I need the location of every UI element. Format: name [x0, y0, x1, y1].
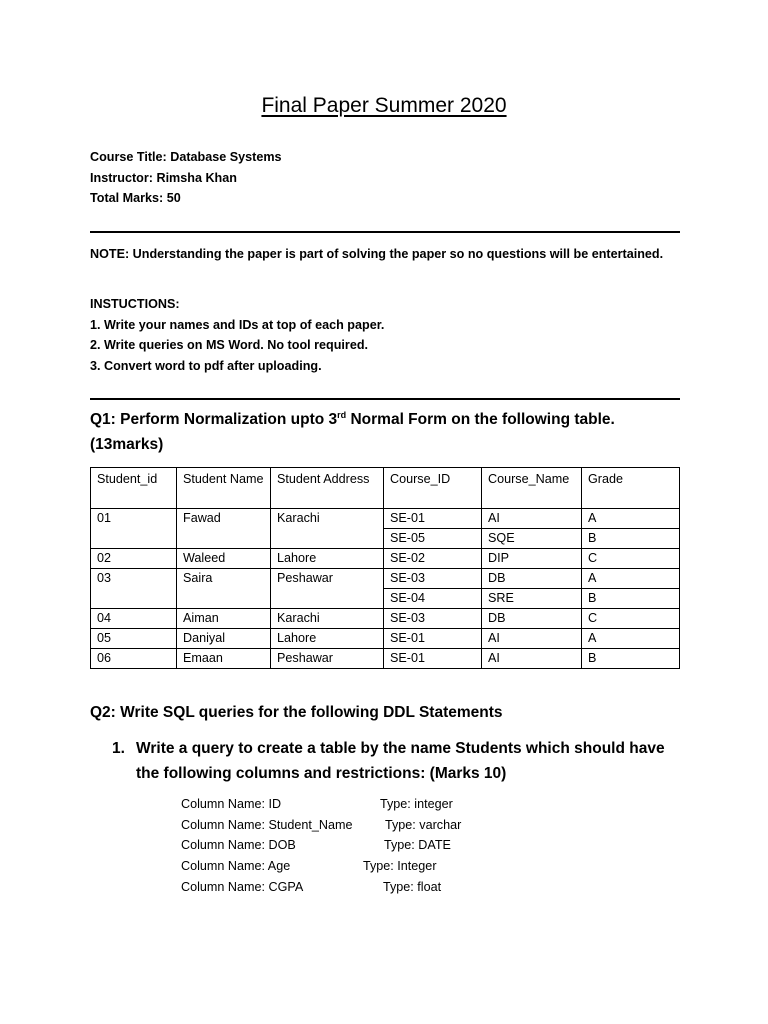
column-header: Course_Name [482, 468, 582, 509]
table-header-row [91, 468, 680, 509]
column-spec [181, 818, 462, 832]
column-name: Column Name: Student_Name [181, 818, 353, 832]
table-row [91, 509, 680, 529]
column-name: Column Name: DOB [181, 838, 296, 852]
table-cell: Aiman [177, 609, 271, 629]
table-cell: Lahore [271, 549, 384, 569]
question-1-text: Q1: Perform Normalization upto 3rd Normal Form on the following table. [90, 409, 615, 428]
table-cell: Fawad [177, 509, 271, 549]
table-cell: DB [482, 609, 582, 629]
table-cell: C [582, 609, 680, 629]
paper-title: Final Paper Summer 2020 [261, 94, 507, 117]
column-type: Type: float [383, 880, 442, 894]
table-cell: SE-01 [384, 649, 482, 669]
table-cell: AI [482, 649, 582, 669]
table-row [91, 609, 680, 629]
table-cell: A [582, 629, 680, 649]
instructions [90, 294, 384, 376]
table-cell: SE-01 [384, 629, 482, 649]
table-cell: SE-03 [384, 569, 482, 589]
total-marks: Total Marks: 50 [90, 191, 181, 205]
instruction-item: 1. Write your names and IDs at top of each paper. [90, 317, 385, 332]
column-type: Type: Integer [363, 859, 437, 873]
student-course-table [90, 467, 680, 669]
instructions-heading: INSTUCTIONS: [90, 297, 180, 311]
column-header: Course_ID [384, 468, 482, 509]
course-info [90, 147, 282, 209]
table-cell: SE-02 [384, 549, 482, 569]
column-name: Column Name: ID [181, 797, 282, 811]
instructor: Instructor: Rimsha Khan [90, 170, 237, 185]
table-row [91, 629, 680, 649]
item-number: 1. [112, 740, 125, 757]
column-header: Student Name [177, 468, 271, 509]
table-cell: Waleed [177, 549, 271, 569]
table-cell: AI [482, 629, 582, 649]
table-cell: Emaan [177, 649, 271, 669]
column-header: Student Address [271, 468, 384, 509]
table-cell: Peshawar [271, 569, 384, 609]
column-type: Type: DATE [384, 838, 451, 852]
table-cell: B [582, 529, 680, 549]
table-cell: Lahore [271, 629, 384, 649]
column-name: Column Name: Age [181, 859, 291, 873]
table-cell: AI [482, 509, 582, 529]
table-cell: Peshawar [271, 649, 384, 669]
table-cell: 05 [91, 629, 177, 649]
table-cell: 02 [91, 549, 177, 569]
table-cell: SE-01 [384, 509, 482, 529]
course-title: Course Title: Database Systems [90, 150, 282, 164]
table-cell: C [582, 549, 680, 569]
table-row [91, 549, 680, 569]
table-cell: Karachi [271, 509, 384, 549]
column-spec [181, 859, 437, 873]
question-2-item [112, 737, 692, 786]
table-cell: B [582, 649, 680, 669]
table-cell: SQE [482, 529, 582, 549]
table-cell: A [582, 569, 680, 589]
table-cell: SE-03 [384, 609, 482, 629]
column-spec [181, 880, 442, 894]
table-cell: SRE [482, 589, 582, 609]
column-header: Student_id [91, 468, 177, 509]
table-cell: DIP [482, 549, 582, 569]
table-cell: B [582, 589, 680, 609]
divider [90, 231, 680, 233]
item-text: Write a query to create a table by the name Students which should have the following columns and restrictions: (Marks 10) [136, 740, 665, 782]
column-spec [181, 838, 451, 852]
table-cell: 06 [91, 649, 177, 669]
question-2-heading: Q2: Write SQL queries for the following DDL Statements [90, 704, 503, 721]
instruction-item: 3. Convert word to pdf after uploading. [90, 358, 322, 373]
question-1-marks: (13marks) [90, 435, 164, 453]
table-cell: 03 [91, 569, 177, 609]
column-header: Grade [582, 468, 680, 509]
note: NOTE: Understanding the paper is part of solving the paper so no questions will be entertained. [90, 247, 664, 261]
table-row [91, 569, 680, 589]
table-row [91, 649, 680, 669]
table-cell: Saira [177, 569, 271, 609]
table-cell: 04 [91, 609, 177, 629]
table-cell: A [582, 509, 680, 529]
column-name: Column Name: CGPA [181, 880, 304, 894]
table-cell: SE-04 [384, 589, 482, 609]
table-cell: SE-05 [384, 529, 482, 549]
table-cell: DB [482, 569, 582, 589]
column-spec [181, 797, 453, 811]
table-cell: 01 [91, 509, 177, 549]
instruction-item: 2. Write queries on MS Word. No tool required. [90, 338, 369, 352]
column-type: Type: integer [380, 797, 453, 811]
divider [90, 398, 680, 400]
column-type: Type: varchar [385, 818, 462, 832]
table-cell: Karachi [271, 609, 384, 629]
question-1 [90, 408, 690, 457]
table-cell: Daniyal [177, 629, 271, 649]
